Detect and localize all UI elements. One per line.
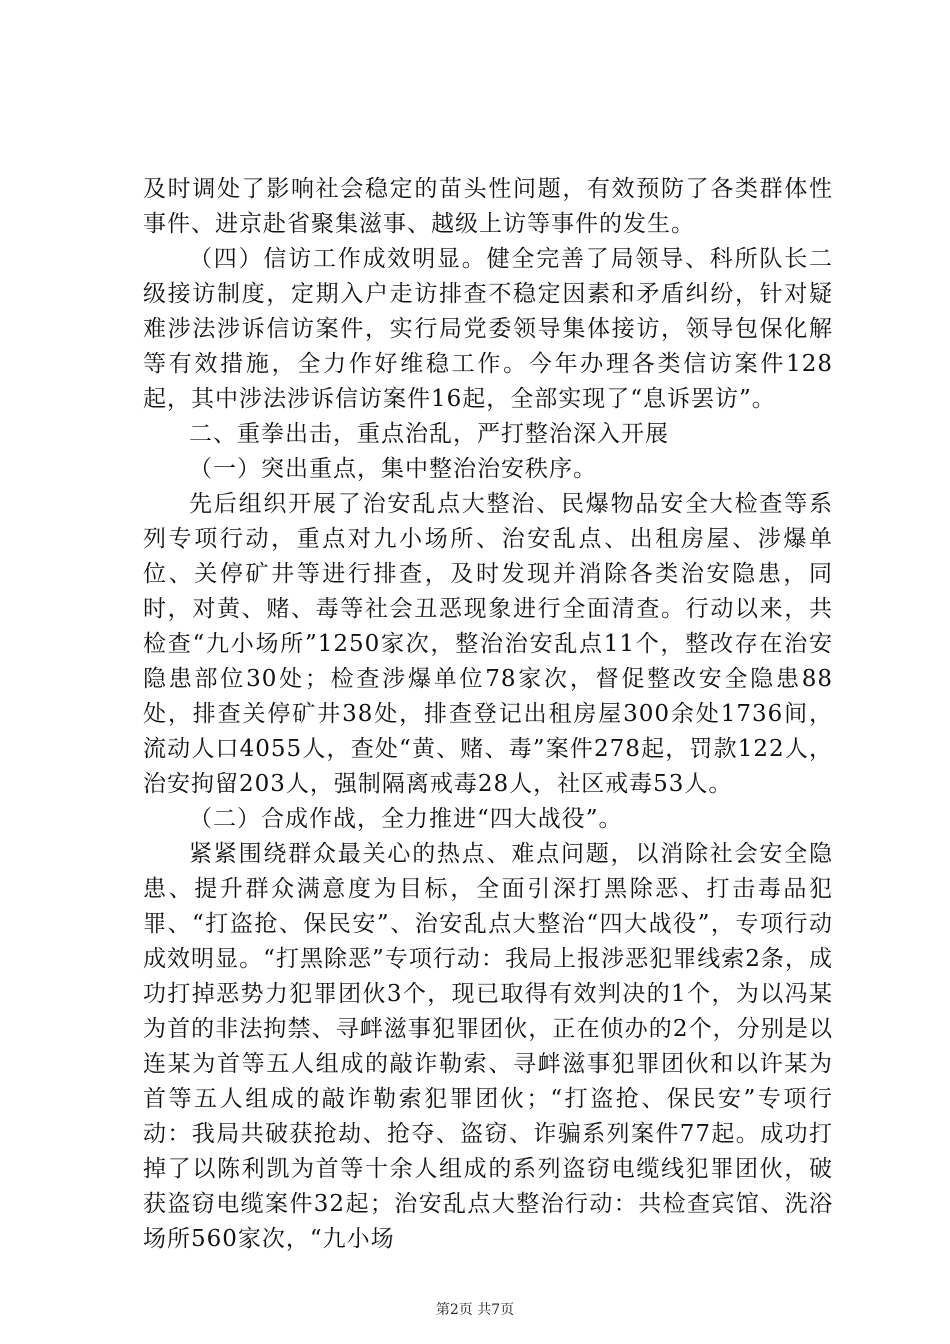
section-heading-crackdown: 二、重拳出击，重点治乱，严打整治深入开展 — [189, 421, 669, 447]
subheading-four-campaigns: （二）合成作战，全力推进“四大战役”。 — [189, 806, 623, 832]
paragraph-continuation: 及时调处了影响社会稳定的苗头性问题，有效预防了各类群体性事件、进京赴省聚集滋事、越级上访等事件的发生。 — [143, 176, 833, 237]
document-body — [143, 172, 833, 1257]
paragraph-four-campaigns: 紧紧围绕群众最关心的热点、难点问题，以消除社会安全隐患、提升群众满意度为目标，全面引深打黑除恶、打击毒品犯罪、“打盗抢、保民安”、治安乱点大整治“四大战役”，专项行动成效明显。“打黑除恶”专项行动：我局上报涉恶犯罪线索2条，成功打掉恶势力犯罪团伙3个，现已取得有效判决的1个，为以冯某为首的非法拘禁、寻衅滋事犯罪团伙，正在侦办的2个，分别是以连某为首等五人组成的敲诈勒索、寻衅滋事犯罪团伙和以许某为首等五人组成的敲诈勒索犯罪团伙；“打盗抢、保民安”专项行动：我局共破获抢劫、抢夺、盗窃、诈骗系列案件77起。成功打掉了以陈利凯为首等十余人组成的系列盗窃电缆线犯罪团伙，破获盗窃电缆案件32起；治安乱点大整治行动：共检查宾馆、洗浴场所560家次，“九小场 — [143, 841, 833, 1252]
page-number-footer: 第2页 共7页 — [435, 1302, 515, 1318]
paragraph-special-actions: 先后组织开展了治安乱点大整治、民爆物品安全大检查等系列专项行动，重点对九小场所、治安乱点、出租房屋、涉爆单位、关停矿井等进行排查，及时发现并消除各类治安隐患，同时，对黄、赌、毒等社会丑恶现象进行全面清查。行动以来，共检查“九小场所”1250家次，整治治安乱点11个，整改存在治安隐患部位30处；检查涉爆单位78家次，督促整改安全隐患88处，排查关停矿井38处，排查登记出租房屋300余处1736间，流动人口4055人，查处“黄、赌、毒”案件278起，罚款122人，治安拘留203人，强制隔离戒毒28人，社区戒毒53人。 — [143, 491, 833, 797]
paragraph-petition-work: （四）信访工作成效明显。健全完善了局领导、科所队长二级接访制度，定期入户走访排查不稳定因素和矛盾纠纷，针对疑难涉法涉诉信访案件，实行局党委领导集体接访，领导包保化解等有效措施，全力作好维稳工作。今年办理各类信访案件128起，其中涉法涉诉信访案件16起，全部实现了“息诉罢访”。 — [143, 246, 833, 412]
subheading-public-order: （一）突出重点，集中整治治安秩序。 — [189, 456, 597, 482]
